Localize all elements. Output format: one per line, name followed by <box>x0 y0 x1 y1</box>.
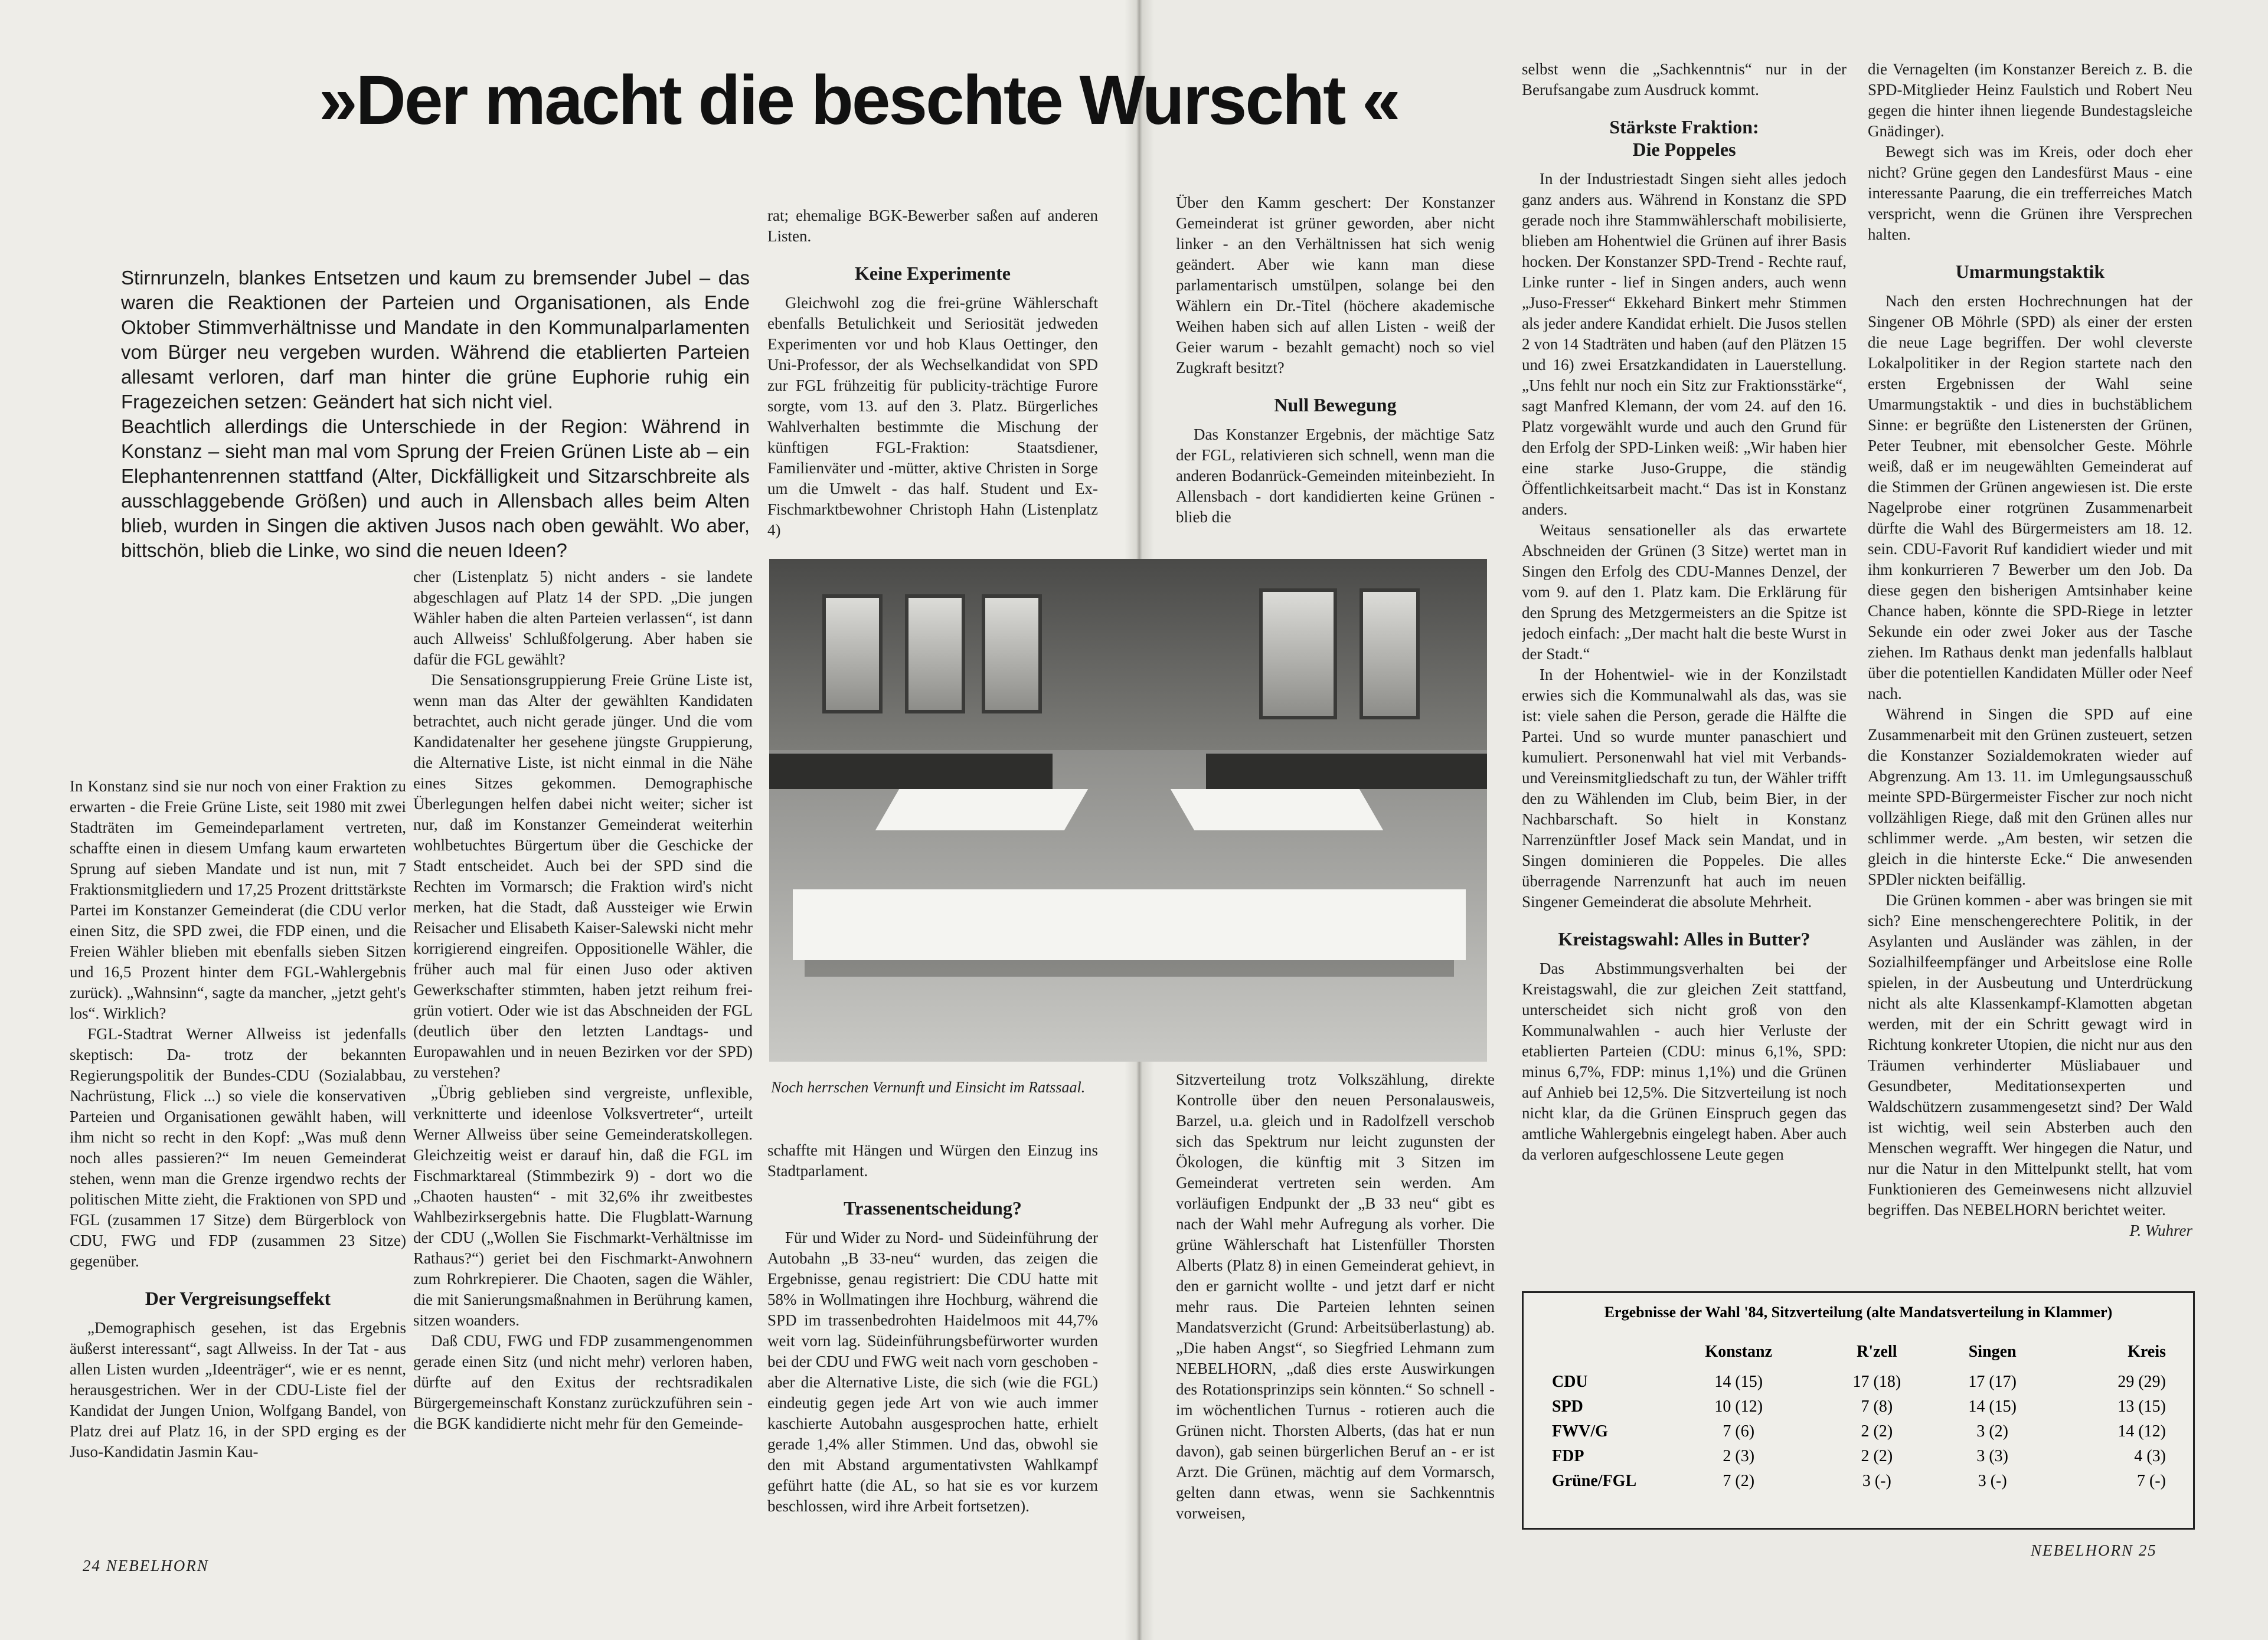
table-row <box>1552 1370 2166 1395</box>
body-paragraph: Bewegt sich was im Kreis, oder doch eher nicht? Grüne gegen den Landesfürst Maus - eine interessante Paarung, die ein trefferreiches Match verspricht, wenn die Grünen ihre Versprechen halten. <box>1868 143 2192 243</box>
column-1 <box>70 776 406 1543</box>
photo-chairs <box>1206 754 1487 789</box>
footer-left: 24 NEBELHORN <box>83 1557 209 1574</box>
section-heading <box>1522 116 1847 161</box>
council-chamber-photo <box>769 559 1487 1062</box>
body-paragraph: cher (Listenplatz 5) nicht anders - sie landete abgeschlagen auf Platz 14 der SPD. „Die jungen Wähler haben die alten Parteien verlassen“, ist dann auch Allweiss' Schlußfolgerung. Aber haben sie dafür die FGL gewählt? <box>413 568 753 668</box>
column-6 <box>1868 59 2192 1275</box>
article-headline: »Der macht die beschte Wurscht « <box>319 61 1399 139</box>
table-row <box>1552 1395 2166 1419</box>
table-cell: 7 (-) <box>2137 1472 2166 1490</box>
table-cell: 3 (3) <box>1976 1447 2009 1465</box>
lead-paragraph: Stirnrunzeln, blankes Entsetzen und kaum zu bremsender Jubel – das waren die Reaktionen der Parteien und Organisationen, als Ende Oktober Stimmverhältnisse und Mandate in den Kommunalparlamenten vom Bürger neu vergeben wurden. Während die etablierten Parteien allesamt verloren, darf man hinter die grüne Euphorie ruhig ein Fragezeichen setzen: Geändert hat sich nicht viel. <box>121 267 750 413</box>
section-heading-line: Stärkste Fraktion: <box>1609 116 1759 138</box>
body-paragraph: die Vernagelten (im Konstanzer Bereich z. B. die SPD-Mitglieder Heinz Faulstich und Robert Neu gegen die hinter ihnen liegende Bundestagsleiche Gnädinger). <box>1868 60 2192 140</box>
table-cell: 3 (-) <box>1862 1472 1891 1490</box>
lead-paragraph: Beachtlich allerdings die Unterschiede in der Region: Während in Konstanz – sieht man mal vom Sprung der Freien Grünen Liste ab – ein Elephantenrennen stattfand (Alter, Dickfälligkeit und Sitzarschbreite als ausschlaggebende Größen) und auch in Allensbach alles beim Alten blieb, wurden in Singen die aktiven Jusos nach oben gewählt. Wo aber, bittschön, blieb die Linke, wo sind die neuen Ideen? <box>121 415 750 561</box>
table-cell: 2 (2) <box>1861 1447 1893 1465</box>
body-paragraph: Weitaus sensationeller als das erwartete Abschneiden der Grünen (3 Sitze) wertet man in Singen den Erfolg des CDU-Mannes Denzel, der vom 9. auf den 1. Platz kam. Die Erklärung für den Sprung des Metzgermeisters an die Spitze ist jedoch einfach: „Der macht halt die beste Wurst in der Stadt.“ <box>1522 521 1847 663</box>
table-header: Singen <box>1968 1343 2017 1361</box>
table-cell: 13 (15) <box>2117 1397 2166 1416</box>
body-paragraph: Sitzverteilung trotz Volkszählung, direkte Kontrolle über den neuen Personalausweis, Barzel, u.a. gleich und in Radolfzell verschob sich das Spektrum nur leicht zugunsten der Ökologen, die künftig mit 3 Sitzen im Gemeinderat vertreten sein werden. Am vorläufigen Endpunkt der „B 33 neu“ gibt es nach der Wahl mehr Aufregung als vorher. Die grüne Wählerschaft hat Listenfüller Thorsten Alberts (Platz 8) in einen Gemeinderat gehievt, in den er garnicht wollte - und jetzt darf er nicht mehr raus. Die Parteien lehnten seinen Mandatsverzicht (Grund: Arbeitsüberlastung) ab. „Die haben Angst“, so Siegfried Lehmann zum NEBELHORN, „daß dies erste Auswirkungen des Rotationsprinzips sein könnten.“ So schnell - im wöchentlichen Turnus - rotieren auch die Grünen nicht. Thorsten Alberts, (das hat er nun davon), gab seinen bürgerlichen Beruf an - er ist Arzt. Die Grünen, mächtig auf dem Vormarsch, gelten dann etwas, wenn sie Sachkenntnis vorweisen, <box>1176 1071 1495 1522</box>
table-cell: 7 (6) <box>1723 1422 1755 1441</box>
section-heading: Kreistagswahl: Alles in Butter? <box>1558 928 1811 950</box>
table-header: Konstanz <box>1705 1343 1772 1361</box>
column-3-bottom <box>767 1140 1098 1553</box>
photo-shadow <box>805 960 1454 977</box>
photo-window <box>982 594 1042 713</box>
table-cell: 17 (17) <box>1968 1373 2017 1391</box>
photo-window <box>905 594 965 713</box>
photo-window <box>1259 588 1337 719</box>
column-2 <box>413 567 753 1552</box>
table-row <box>1552 1469 2166 1494</box>
party-cell: CDU <box>1552 1373 1588 1391</box>
photo-table <box>875 789 1088 830</box>
section-heading: Umarmungstaktik <box>1955 261 2105 282</box>
photo-table <box>1171 789 1383 830</box>
body-paragraph: Das Abstimmungsverhalten bei der Kreistagswahl, die zur gleichen Zeit stattfand, unterscheidet sich nicht groß von den Kommunalwahlen - auch hier Verluste der etablierten Parteien (CDU: minus 6,1%, SPD: minus 6,7%, FDP: minus 1,1%) und die Grünen auf Anhieb bei 12,5%. Die Sitzverteilung ist noch nicht klar, da die Grünen Einspruch gegen das amtliche Wahlergebnis eingelegt haben. Aber auch da verloren aufgeschlossene Leute gegen <box>1522 960 1847 1163</box>
body-paragraph: In der Industriestadt Singen sieht alles jedoch ganz anders aus. Während in Konstanz die SPD gerade noch ihre Stammwählerschaft mobilisierte, blieben am Hohentwiel die Grünen auf ihrer Basis hocken. Der Konstanzer SPD-Trend - Rechte rauf, Linke runter - lief in Singen anders, auch wenn „Juso-Fresser“ Ekkehard Binkert mehr Stimmen als jeder andere Kandidat erhielt. Die Jusos stellen 2 von 14 Stadträten und haben (auf den Plätzen 15 und 16) zwei Ersatzkandidaten in Lauerstellung. „Uns fehlt nur noch ein Sitz zur Fraktionsstärke“, sagt Manfred Klemann, der vom 24. auf den 16. Platz vorgewählt wurde und auch den Grund für den Erfolg der SPD-Linken weiß: „Wir haben hier eine starke Juso-Gruppe, die ständig Öffentlichkeitsarbeit macht.“ Das ist in Konstanz anders. <box>1522 170 1847 518</box>
footer-right: NEBELHORN 25 <box>2031 1541 2157 1559</box>
photo-caption: Noch herrschen Vernunft und Einsicht im Ratssaal. <box>771 1079 1086 1096</box>
photo-chairs <box>769 754 1053 789</box>
photo-table <box>793 889 1466 960</box>
section-heading-line: Die Poppeles <box>1632 139 1736 160</box>
results-table <box>1552 1334 2166 1494</box>
column-4-top <box>1176 192 1495 546</box>
table-cell: 17 (18) <box>1852 1373 1901 1391</box>
table-header-row <box>1552 1334 2166 1370</box>
party-cell: FDP <box>1552 1447 1584 1465</box>
body-paragraph: selbst wenn die „Sachkenntnis“ nur in der Berufsangabe zum Ausdruck kommt. <box>1522 60 1847 99</box>
table-cell: 2 (3) <box>1723 1447 1755 1465</box>
table-header: R'zell <box>1857 1343 1897 1361</box>
column-3-top <box>767 205 1098 548</box>
table-row <box>1552 1444 2166 1469</box>
article-lead <box>121 266 750 563</box>
body-paragraph: Gleichwohl zog die frei-grüne Wählerschaft ebenfalls Betulichkeit und Seriosität jedweden Experimenten vor und hob Klaus Oettinger, den Uni-Professor, der als Wechselkandidat von SPD zur FGL frühzeitig für publicity-trächtige Furore sorgte, vom 13. auf den 3. Platz. Bürgerliches Wahlverhalten bestimmte die Mischung der künftigen FGL-Fraktion: Staatsdiener, Familienväter und -mütter, aktive Christen in Sorge um die Umwelt - das half. Student und Ex-Fischmarktbewohner Christoph Hahn (Listenplatz 4) <box>767 294 1098 539</box>
body-paragraph: „Übrig geblieben sind vergreiste, unflexible, verknitterte und ideenlose Volksvertreter“, urteilt Werner Allweiss über seine Gemeinderatskollegen. Gleichzeitig weist er darauf hin, daß die FGL im Fischmarktareal (Stimmbezirk 9) - dort wo die „Chaoten hausten“ - mit 32,6% ihr zweitbestes Wahlbezirksergebnis hatte. Die Flugblatt-Warnung der CDU („Wollen Sie Fischmarkt-Verhältnisse im Rathaus?“) geriet bei den Fischmarkt-Anwohnern zum Rohrkrepierer. Die Chaoten, sagen die Wähler, die mit Sanierungsmaßnahmen in Berührung kamen, sitzen woanders. <box>413 1084 753 1329</box>
body-paragraph: In der Hohentwiel- wie in der Konzilstadt erwies sich die Kommunalwahl als das, was sie ist: viele sahen die Person, gerade die Hälfte die Partei. Und so wurde munter panaschiert und kumuliert. Personenwahl hat viel mit Verbands- und Vereinsmitgliedschaft zu tun, der Wähler trifft den zu Wählenden im Club, beim Bier, in der Nachbarschaft. So hielt in Konstanz Narrenzünftler Josef Mack sein Mandat, und in Singen dominieren die Poppeles. Die alles überragende Narrenzunft hat auch im neuen Singener Gemeinderat die absolute Mehrheit. <box>1522 666 1847 911</box>
author-signature: P. Wuhrer <box>2129 1222 2192 1239</box>
body-paragraph: Das Konstanzer Ergebnis, der mächtige Satz der FGL, relativieren sich schnell, wenn man die anderen Bodanrück-Gemeinden miteinbezieht. In Allensbach - dort kandidierten keine Grünen - blieb die <box>1176 425 1495 526</box>
body-paragraph: schaffte mit Hängen und Würgen den Einzug ins Stadtparlament. <box>767 1141 1098 1180</box>
table-row <box>1552 1419 2166 1444</box>
column-5 <box>1522 59 1847 1257</box>
table-cell: 3 (2) <box>1976 1422 2009 1441</box>
body-paragraph: Nach den ersten Hochrechnungen hat der Singener OB Möhrle (SPD) als einer der ersten die neue Lage begriffen. Der wohl cleverste Lokalpolitiker in der Region startete nach den ersten Ergebnissen der Wahl seine Umarmungstaktik - und dies in buchstäblichem Sinne: er begrüßte den Listenersten der Grünen, Peter Teubner, mit ebensolcher Geste. Möhrle weiß, daß er im neugewählten Gemeinderat auf die Stimmen der Grünen angewiesen ist. Die erste Nagelprobe einer rotgrünen Zusammenarbeit dürfte die Wahl des Bürgermeisters am 18. 12. sein. CDU-Favorit Ruf kandidiert wieder und mit ihm konkurrieren 7 Bewerber um den Job. Da diese gegen den bisherigen Amtsinhaber keine Chance haben, könnte die SPD-Riege in letzter Sekunde ein oder zwei Joker aus der Tasche ziehen. Im Rathaus denkt man jedenfalls halblaut über die potentiellen Kandidaten Müller oder Neef nach. <box>1868 292 2192 702</box>
column-4-bottom <box>1176 1069 1495 1530</box>
table-cell: 4 (3) <box>2134 1447 2166 1465</box>
body-paragraph: rat; ehemalige BGK-Bewerber saßen auf anderen Listen. <box>767 207 1098 245</box>
table-header <box>1552 1334 1658 1370</box>
body-paragraph: Die Grünen kommen - aber was bringen sie mit sich? Eine menschengerechtere Politik, in der Asylanten und Ausländer was zählen, in der Sozialhilfeempfänger und Arbeitslose eine Rolle spielen, in der Ausbeutung und Unterdrückung nicht als alte Klassenkampf-Klamotten abgetan werden, mit der ein Schritt gewagt wird in Richtung konkreter Utopien, die nicht nur aus den Träumen verhinderter Müsliabauer und Gesundbeter, Meditationsexperten und Waldschützern zusammengesetzt sind? Der Wald ist wichtig, weil sein Absterben auch den Menschen wegrafft. Wer hingegen die Natur, und nur die Natur in den Mittelpunkt stellt, hat vom Funktionieren des Gemeinwesens nicht allzuviel begriffen. Das NEBELHORN berichtet weiter. <box>1868 891 2192 1219</box>
table-cell: 7 (2) <box>1723 1472 1755 1490</box>
party-cell: FWV/G <box>1552 1422 1608 1441</box>
table-cell: 14 (12) <box>2117 1422 2166 1441</box>
body-paragraph: Die Sensationsgruppierung Freie Grüne Liste ist, wenn man das Alter der gewählten Kandidaten betrachtet, auch nicht gerade jünger. Und die vom Kandidatenalter her gesehene jüngste Gruppierung, die Alternative Liste, ist nicht einmal in die Nähe eines Sitzes gekommen. Demographische Überlegungen helfen dabei nicht weiter; sicher ist nur, daß im Konstanzer Gemeinderat weiterhin wohlbetuchtes Bürgertum über die Geschicke der Stadt entscheidet. Auch bei der SPD sind die Rechten im Vormarsch; die Fraktion wird's nicht merken, hat die Stadt, daß Aussteiger wie Erwin Reisacher und Elisabeth Kaiser-Salewski nicht mehr korrigierend eingreifen. Oppositionelle Wähler, die früher auch mal für einen Juso oder aktiven Gewerkschafter stimmten, haben jetzt reihum frei-grün votiert. Oder wie ist das Abschneiden der FGL (deutlich über den letzten Landtags- und Europawahlen und in neuen Bezirken vor der SPD) zu verstehen? <box>413 671 753 1081</box>
body-paragraph: In Konstanz sind sie nur noch von einer Fraktion zu erwarten - die Freie Grüne Liste, seit 1980 mit zwei Stadträten im Gemeindeparlament vertreten, schaffte einen in diesem Umfang kaum erwarteten Sprung auf sieben Mandate und ist nun, mit 7 Fraktionsmitgliedern und 17,25 Prozent drittstärkste Partei im Konstanzer Gemeinderat (die CDU verlor einen Sitz, die SPD zwei, die FDP einen, und die Freien Wähler blieben mit ebenfalls sieben Sitzen und 16,5 Prozent hinter dem FGL-Wahlergebnis zurück). „Wahnsinn“, sagte da mancher, „jetzt geht's los“. Wirklich? <box>70 777 406 1022</box>
body-paragraph: Während in Singen die SPD auf eine Zusammenarbeit mit den Grünen zusteuert, setzen die Konstanzer Sozialdemokraten wieder auf Abgrenzung. Am 13. 11. im Umlegungsausschuß meinte SPD-Bürgermeister Fischer zur noch nicht vollzähligen Riege, daß mit den Grünen alles nur schlimmer werde. „Am besten, wir setzen die gleich in die hinterste Ecke.“ Die anwesenden SPDler nickten beifällig. <box>1868 705 2192 888</box>
party-cell: Grüne/FGL <box>1552 1472 1637 1490</box>
body-paragraph: „Demographisch gesehen, ist das Ergebnis äußerst interessant“, sagt Allweiss. In der Tat - aus allen Listen wurden „Ideenträger“, wie er es nennt, herausgestrichen. Wer in der CDU-Liste fiel der Kandidat der Jungen Union, Wolfgang Bandel, von Platz drei auf Platz 16, in der SPD erging es der Juso-Kandidatin Jasmin Kau- <box>70 1319 406 1461</box>
photo-window <box>1360 588 1420 719</box>
election-results-box <box>1522 1291 2195 1530</box>
section-heading: Null Bewegung <box>1274 394 1397 415</box>
table-cell: 14 (15) <box>1714 1373 1763 1391</box>
body-paragraph: Über den Kamm geschert: Der Konstanzer Gemeinderat ist grüner geworden, aber nicht linker - an den Verhältnissen hat sich wenig geändert. Aber wie kann man diese parlamentarisch umstülpen, solange bei den Wählern ein Dr.-Titel (höchere akademische Weihen haben sich auf allen Listen - weiß der Geier warum - bezahlt gemacht) noch so viel Zugkraft besitzt? <box>1176 194 1495 377</box>
results-title: Ergebnisse der Wahl '84, Sitzverteilung (alte Mandatsverteilung in Klammer) <box>1604 1304 2113 1321</box>
party-cell: SPD <box>1552 1397 1583 1416</box>
body-paragraph: Daß CDU, FWG und FDP zusammengenommen gerade einen Sitz (und nicht mehr) verloren haben, dürfte auf den Exitus der rechtsradikalen Bürgergemeinschaft Konstanz zurückzuführen sein - die BGK kandidierte nicht mehr für den Gemeinde- <box>413 1332 753 1432</box>
photo-window <box>822 594 883 713</box>
body-paragraph: FGL-Stadtrat Werner Allweiss ist jedenfalls skeptisch: Da- trotz der bekannten Regierungspolitik der Bundes-CDU (Sozialabbau, Nachrüstung, Flick ...) so viele die konservativen Parteien und Organisationen gewählt haben, will ihm nicht so recht in den Kopf: „Was muß denn noch alles passieren?“ Im neuen Gemeinderat stehen, wenn man die Grenze irgendwo rechts der politischen Mitte zieht, die Fraktionen von SPD und FGL (zusammen 17 Sitze) dem Bürgerblock von CDU, FWG und FDP (zusammen 23 Sitze) gegenüber. <box>70 1025 406 1270</box>
table-cell: 3 (-) <box>1978 1472 2007 1490</box>
table-header: Kreis <box>2128 1343 2166 1361</box>
table-cell: 7 (8) <box>1861 1397 1893 1416</box>
table-cell: 2 (2) <box>1861 1422 1893 1441</box>
section-heading: Keine Experimente <box>855 263 1011 284</box>
table-cell: 10 (12) <box>1714 1397 1763 1416</box>
body-paragraph: Für und Wider zu Nord- und Südeinführung der Autobahn „B 33-neu“ wurden, das zeigen die Ergebnisse, genau registriert: Die CDU hatte mit 58% in Wollmatingen ihre Hochburg, während die SPD im trassenbedrohten Haidelmoos mit 44,7% weit vorn lag. Südeinführungsbefürworter wurden bei der CDU und FWG weit nach vorn geschoben - aber die Alternative Liste, die sich (wie die FGL) eindeutig gegen jede Art von wie auch immer kaschierte Autobahn ausgesprochen hatte, erhielt gerade 1,4% aller Stimmen. Und das, obwohl sie den mit Abstand argumentativsten Wahlkampf geführt hatte (die AL, so hat sie es vor kurzem beschlossen, wird ihre Arbeit fortsetzen). <box>767 1229 1098 1515</box>
table-cell: 14 (15) <box>1968 1397 2017 1416</box>
section-heading: Trassenentscheidung? <box>844 1197 1022 1219</box>
section-heading: Der Vergreisungseffekt <box>145 1288 331 1309</box>
table-cell: 29 (29) <box>2117 1373 2166 1391</box>
